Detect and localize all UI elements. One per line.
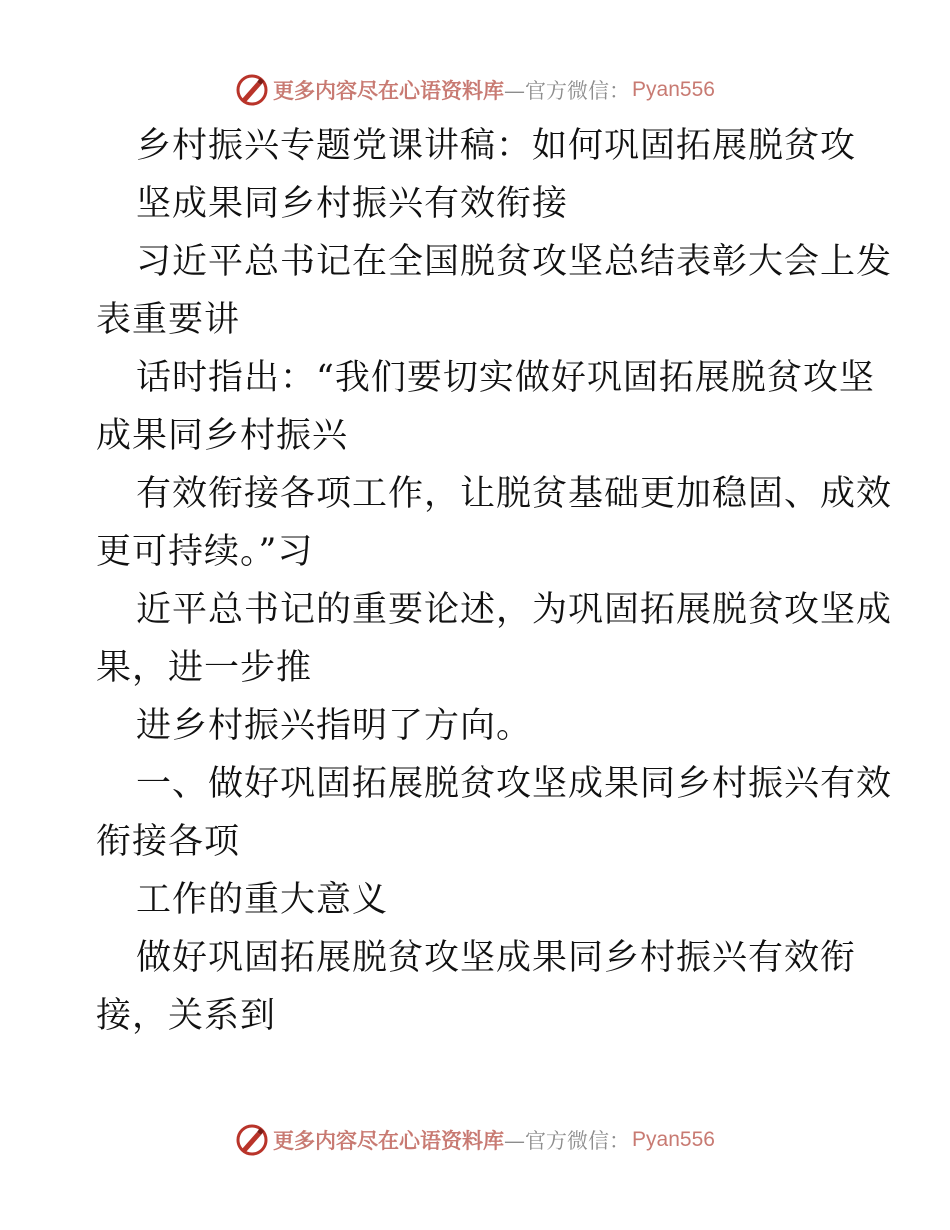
text-line: 一、做好巩固拓展脱贫攻坚成果同乡村振兴有效 xyxy=(136,764,893,804)
text-line: 乡村振兴专题党课讲稿：如何巩固拓展脱贫攻 xyxy=(136,126,857,166)
text-line: 工作的重大意义 xyxy=(136,880,389,920)
banner-site-name: 更多内容尽在心语资料库 xyxy=(273,78,505,103)
pen-logo-icon xyxy=(235,73,269,107)
footer-banner xyxy=(0,1120,950,1160)
banner-wechat-account: Pyan556 xyxy=(632,1128,715,1151)
text-line: 接，关系到 xyxy=(96,996,277,1036)
text-line: 成果同乡村振兴 xyxy=(96,416,349,456)
header-banner xyxy=(0,70,950,110)
text-line: 进乡村振兴指明了方向。 xyxy=(136,706,533,746)
banner-wechat-account: Pyan556 xyxy=(632,78,715,101)
text-line: 近平总书记的重要论述，为巩固拓展脱贫攻坚成 xyxy=(136,590,893,630)
text-line: 做好巩固拓展脱贫攻坚成果同乡村振兴有效衔 xyxy=(136,938,857,978)
text-line: 衔接各项 xyxy=(96,822,241,862)
text-line: 有效衔接各项工作，让脱贫基础更加稳固、成效 xyxy=(136,474,893,514)
banner-wechat-label: —官方微信： xyxy=(504,79,631,103)
text-line: 更可持续。”习 xyxy=(96,532,314,572)
text-line: 表重要讲 xyxy=(96,300,241,340)
text-line: 果，进一步推 xyxy=(96,648,313,688)
pen-logo-icon xyxy=(235,1123,269,1157)
text-line: 话时指出：“我们要切实做好巩固拓展脱贫攻坚 xyxy=(136,358,875,398)
banner-site-name: 更多内容尽在心语资料库 xyxy=(273,1128,505,1153)
text-line: 坚成果同乡村振兴有效衔接 xyxy=(136,184,569,224)
banner-wechat-label: —官方微信： xyxy=(504,1129,631,1153)
text-line: 习近平总书记在全国脱贫攻坚总结表彰大会上发 xyxy=(136,242,893,282)
